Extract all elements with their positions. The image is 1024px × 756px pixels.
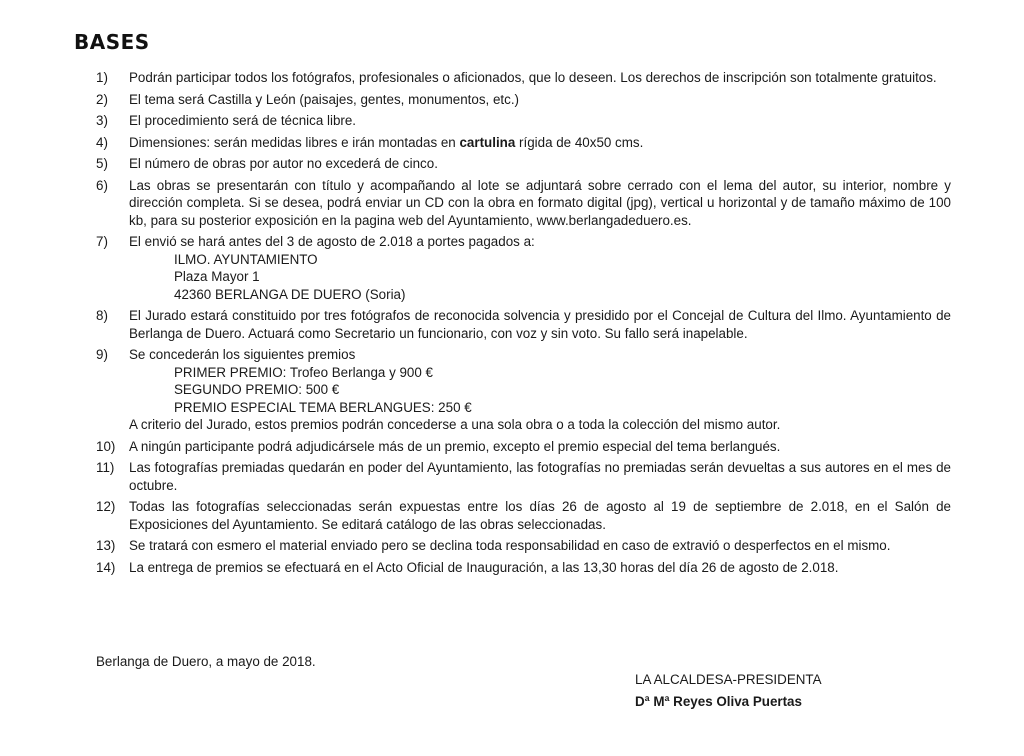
item-text: El Jurado estará constituido por tres fotógrafos de reconocida solvencia y presidido por el Concejal de Cultura del Ilmo. Ayuntamiento de Berlanga de Duero. Actuará como Secretario un funcionario, con voz y sin voto. Su fallo será inapelable. (129, 308, 951, 341)
item-number: 3) (96, 113, 108, 128)
item-number: 7) (96, 234, 108, 249)
list-item (96, 69, 951, 87)
item-text: El procedimiento será de técnica libre. (129, 113, 357, 128)
item-text-bold: cartulina (459, 134, 516, 150)
item-text: Se tratará con esmero el material enviado pero se declina toda responsabilidad en caso de extravió o desperfectos en el mismo. (129, 538, 891, 553)
signature-role: LA ALCALDESA-PRESIDENTA (635, 672, 822, 687)
list-item (96, 177, 951, 230)
list-item (96, 233, 951, 303)
item-number: 12) (96, 499, 116, 514)
prize-line: SEGUNDO PREMIO: 500 € (174, 382, 340, 397)
item-number: 2) (96, 91, 108, 107)
item-number: 11) (96, 460, 115, 475)
list-item (96, 537, 951, 555)
item-number: 4) (96, 134, 108, 150)
item-text: Todas las fotografías seleccionadas serán expuestas entre los días 26 de agosto al 19 de septiembre de 2.018, en el Salón de Exposiciones del Ayuntamiento. Se editará catálogo de las obras seleccionadas. (129, 499, 951, 532)
item-number: 5) (96, 156, 108, 171)
item-text: Las fotografías premiadas quedarán en poder del Ayuntamiento, las fotografías no premiadas serán devueltas a sus autores en el mes de octubre. (129, 460, 951, 493)
signature-block (635, 669, 822, 713)
list-item (96, 307, 951, 342)
list-item (96, 498, 951, 533)
item-text (129, 134, 951, 152)
item-text: El número de obras por autor no excederá de cinco. (129, 156, 438, 171)
item-text: Las obras se presentarán con título y acompañando al lote se adjuntará sobre cerrado con el lema del autor, su interior, nombre y dirección completa. Si se desea, podrá enviar un CD con la obra en formato digital (jpg), vertical u horizontal y de tamaño máximo de 100 kb, para su posterior exposición en la pagina web del Ayuntamiento, www.berlangadeduero.es. (129, 177, 951, 228)
list-item (96, 559, 951, 577)
item-number: 9) (96, 347, 108, 362)
item-number: 6) (96, 177, 108, 193)
address-line: Plaza Mayor 1 (174, 269, 260, 284)
prize-line: PREMIO ESPECIAL TEMA BERLANGUES: 250 € (174, 399, 472, 415)
item-text: Podrán participar todos los fotógrafos, profesionales o aficionados, que lo deseen. Los derechos de inscripción son totalmente gratuitos. (129, 70, 937, 85)
item-number: 1) (96, 70, 108, 85)
list-item (96, 91, 951, 109)
item-number: 14) (96, 559, 116, 575)
item-number: 13) (96, 538, 116, 553)
list-item (96, 112, 951, 130)
rules-list (96, 69, 951, 580)
address-line: 42360 BERLANGA DE DUERO (Soria) (174, 286, 406, 302)
list-item (96, 438, 951, 456)
list-item (96, 459, 951, 494)
list-item (96, 155, 951, 173)
item-number: 8) (96, 308, 108, 323)
address-line: ILMO. AYUNTAMIENTO (174, 251, 318, 267)
signature-name: Dª Mª Reyes Oliva Puertas (635, 694, 802, 709)
item-text: El envió se hará antes del 3 de agosto de 2.018 a portes pagados a: (129, 234, 535, 249)
prize-line: PRIMER PREMIO: Trofeo Berlanga y 900 € (174, 364, 433, 380)
list-item (96, 346, 951, 434)
item-text: La entrega de premios se efectuará en el Acto Oficial de Inauguración, a las 13,30 horas del día 26 de agosto de 2.018. (129, 559, 839, 575)
closing-date-line: Berlanga de Duero, a mayo de 2018. (96, 654, 316, 669)
item-text: Se concederán los siguientes premios (129, 347, 356, 362)
item-number: 10) (96, 438, 116, 454)
item-content (129, 233, 951, 303)
prize-note: A criterio del Jurado, estos premios podrán concederse a una sola obra o a toda la colección del mismo autor. (129, 417, 781, 432)
item-text-end: rígida de 40x50 cms. (515, 134, 644, 150)
item-text-start: Dimensiones: serán medidas libres e irán montadas en (129, 134, 460, 150)
page-title: BASES (74, 30, 150, 54)
item-text: A ningún participante podrá adjudicársele más de un premio, excepto el premio especial del tema berlangués. (129, 438, 781, 454)
list-item (96, 134, 951, 152)
item-content (129, 346, 951, 434)
item-text: El tema será Castilla y León (paisajes, gentes, monumentos, etc.) (129, 91, 520, 107)
